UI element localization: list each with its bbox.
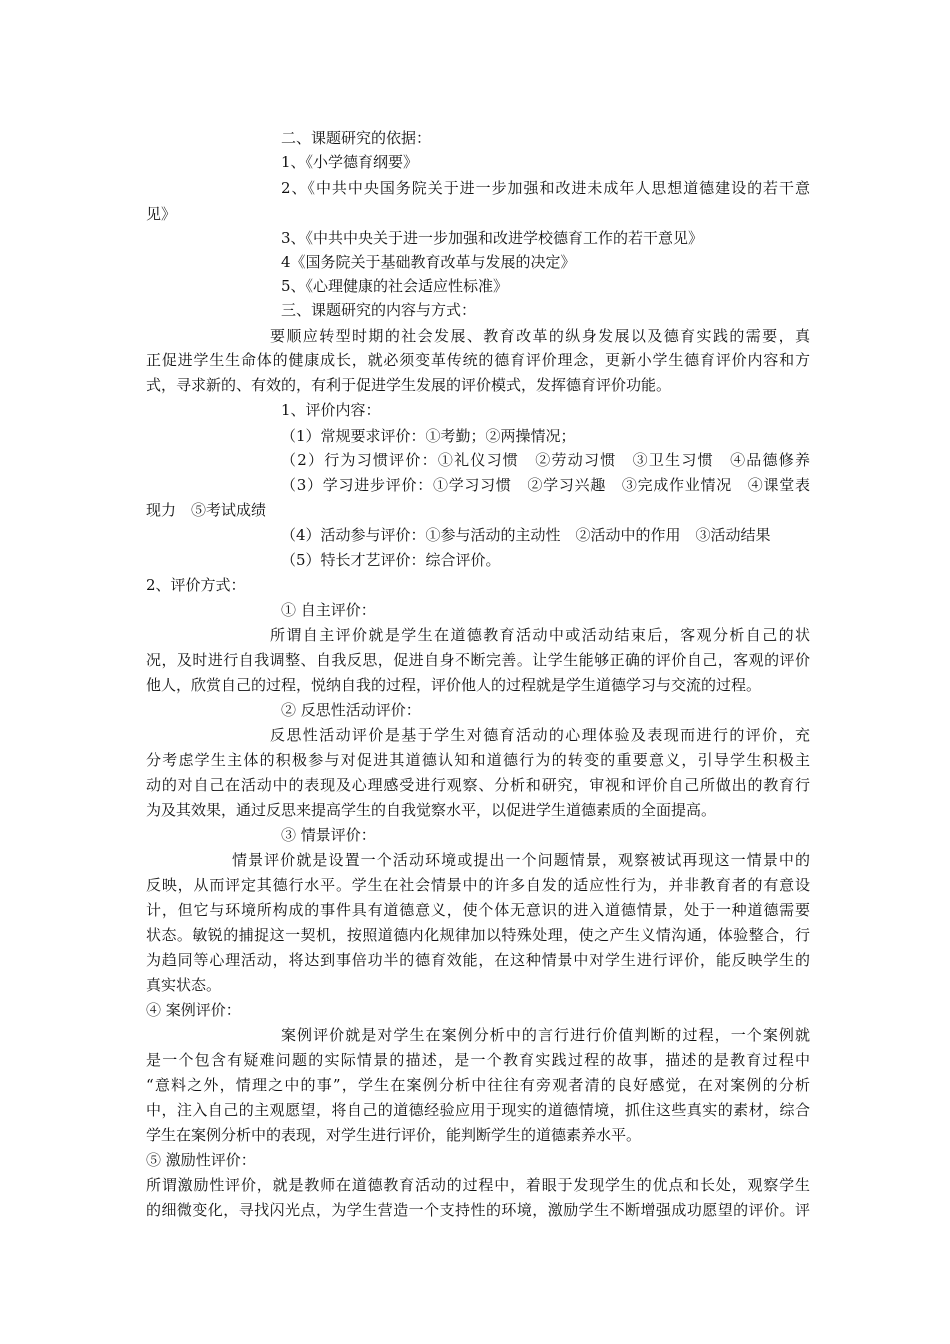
- paragraph-reflective-line: 动的对自己在活动中的表现及心理感受进行观察、分析和研究，审视和评价自己所做出的教育行: [146, 776, 810, 794]
- paragraph-case-line: “意料之外，情理之中的事”，学生在案例分析中往往有旁观者清的良好感觉，在对案例的分析: [146, 1076, 810, 1094]
- method-heading-situational: ③ 情景评价：: [281, 826, 376, 844]
- paragraph-intro-line: 式，寻求新的、有效的，有利于促进学生发展的评价模式，发挥德育评价功能。: [146, 376, 672, 394]
- paragraph-situational-line: 为趋同等心理活动，将达到事倍功半的德育效能，在这种情景中对学生进行评价，能反映学生的: [146, 951, 810, 969]
- paragraph-case-line: 中，注入自己的主观愿望，将自己的道德经验应用于现实的道德情境，抓住这些真实的素材，综合: [146, 1101, 810, 1119]
- basis-item-5: 5、《心理健康的社会适应性标准》: [281, 277, 509, 295]
- method-heading-incentive: ⑤ 激励性评价：: [146, 1151, 256, 1169]
- content-item-3-cont: 现力 ⑤考试成绩: [146, 501, 267, 519]
- content-item-5: （5）特长才艺评价：综合评价。: [281, 551, 501, 569]
- method-heading-case: ④ 案例评价：: [146, 1001, 241, 1019]
- basis-item-4: 4《国务院关于基础教育改革与发展的决定》: [281, 253, 576, 271]
- subheading-evaluation-content: 1、评价内容：: [281, 401, 381, 419]
- paragraph-incentive-line: 所谓激励性评价，就是教师在道德教育活动的过程中，着眼于发现学生的优点和长处，观察学生: [146, 1176, 810, 1194]
- paragraph-case-line: 是一个包含有疑难问题的实际情景的描述，是一个教育实践过程的故事，描述的是教育过程中: [146, 1051, 810, 1069]
- content-item-3: （3）学习进步评价：①学习习惯 ②学习兴趣 ③完成作业情况 ④课堂表: [281, 476, 810, 494]
- method-heading-self: ① 自主评价：: [281, 601, 376, 619]
- content-item-1: （1）常规要求评价：①考勤；②两操情况；: [281, 427, 576, 445]
- section-heading-content: 三、课题研究的内容与方式：: [281, 301, 477, 319]
- method-heading-reflective: ② 反思性活动评价：: [281, 701, 421, 719]
- paragraph-intro-line: 正促进学生生命体的健康成长，就必须变革传统的德育评价理念，更新小学生德育评价内容和方: [146, 351, 810, 369]
- subheading-evaluation-methods: 2、评价方式：: [146, 576, 246, 594]
- content-item-4: （4）活动参与评价：①参与活动的主动性 ②活动中的作用 ③活动结果: [281, 526, 771, 544]
- paragraph-situational-line: 计，但它与环境所构成的事件具有道德意义，使个体无意识的进入道德情景，处于一种道德需要: [146, 901, 810, 919]
- paragraph-self-line: 所谓自主评价就是学生在道德教育活动中或活动结束后，客观分析自己的状: [270, 626, 810, 644]
- content-item-2: （2）行为习惯评价：①礼仪习惯 ②劳动习惯 ③卫生习惯 ④品德修养: [281, 451, 810, 469]
- paragraph-self-line: 他人，欣赏自己的过程，悦纳自我的过程，评价他人的过程就是学生道德学习与交流的过程。: [146, 676, 762, 694]
- paragraph-situational-line: 真实状态。: [146, 976, 222, 994]
- section-heading-basis: 二、课题研究的依据：: [281, 129, 432, 147]
- paragraph-case-line: 学生在案例分析中的表现，对学生进行评价，能判断学生的道德素养水平。: [146, 1126, 642, 1144]
- paragraph-intro-line: 要顺应转型时期的社会发展、教育改革的纵身发展以及德育实践的需要，真: [270, 327, 810, 345]
- paragraph-case-line: 案例评价就是对学生在案例分析中的言行进行价值判断的过程，一个案例就: [281, 1026, 810, 1044]
- paragraph-situational-line: 状态。敏锐的捕捉这一契机，按照道德内化规律加以特殊处理，使之产生义情沟通，体验整合，行: [146, 926, 810, 944]
- paragraph-situational-line: 反映，从而评定其德行水平。学生在社会情景中的许多自发的适应性行为，并非教育者的有意设: [146, 876, 810, 894]
- paragraph-reflective-line: 分考虑学生主体的积极参与对促进其道德认知和道德行为的转变的重要意义，引导学生积极主: [146, 751, 810, 769]
- basis-item-3: 3、《中共中央关于进一步加强和改进学校德育工作的若干意见》: [281, 229, 704, 247]
- basis-item-1: 1、《小学德育纲要》: [281, 153, 419, 171]
- paragraph-reflective-line: 为及其效果，通过反思来提高学生的自我觉察水平，以促进学生道德素质的全面提高。: [146, 801, 717, 819]
- paragraph-reflective-line: 反思性活动评价是基于学生对德育活动的心理体验及表现而进行的评价，充: [270, 726, 810, 744]
- paragraph-situational-line: 情景评价就是设置一个活动环境或提出一个问题情景，观察被试再现这一情景中的: [232, 851, 810, 869]
- basis-item-2: 2、《中共中央国务院关于进一步加强和改进未成年人思想道德建设的若干意: [281, 179, 810, 197]
- paragraph-self-line: 况，及时进行自我调整、自我反思，促进自身不断完善。让学生能够正确的评价自己，客观的评价: [146, 651, 810, 669]
- basis-item-2-cont: 见》: [146, 205, 177, 223]
- paragraph-incentive-line: 的细微变化，寻找闪光点，为学生营造一个支持性的环境，激励学生不断增强成功愿望的评价。评: [146, 1201, 810, 1219]
